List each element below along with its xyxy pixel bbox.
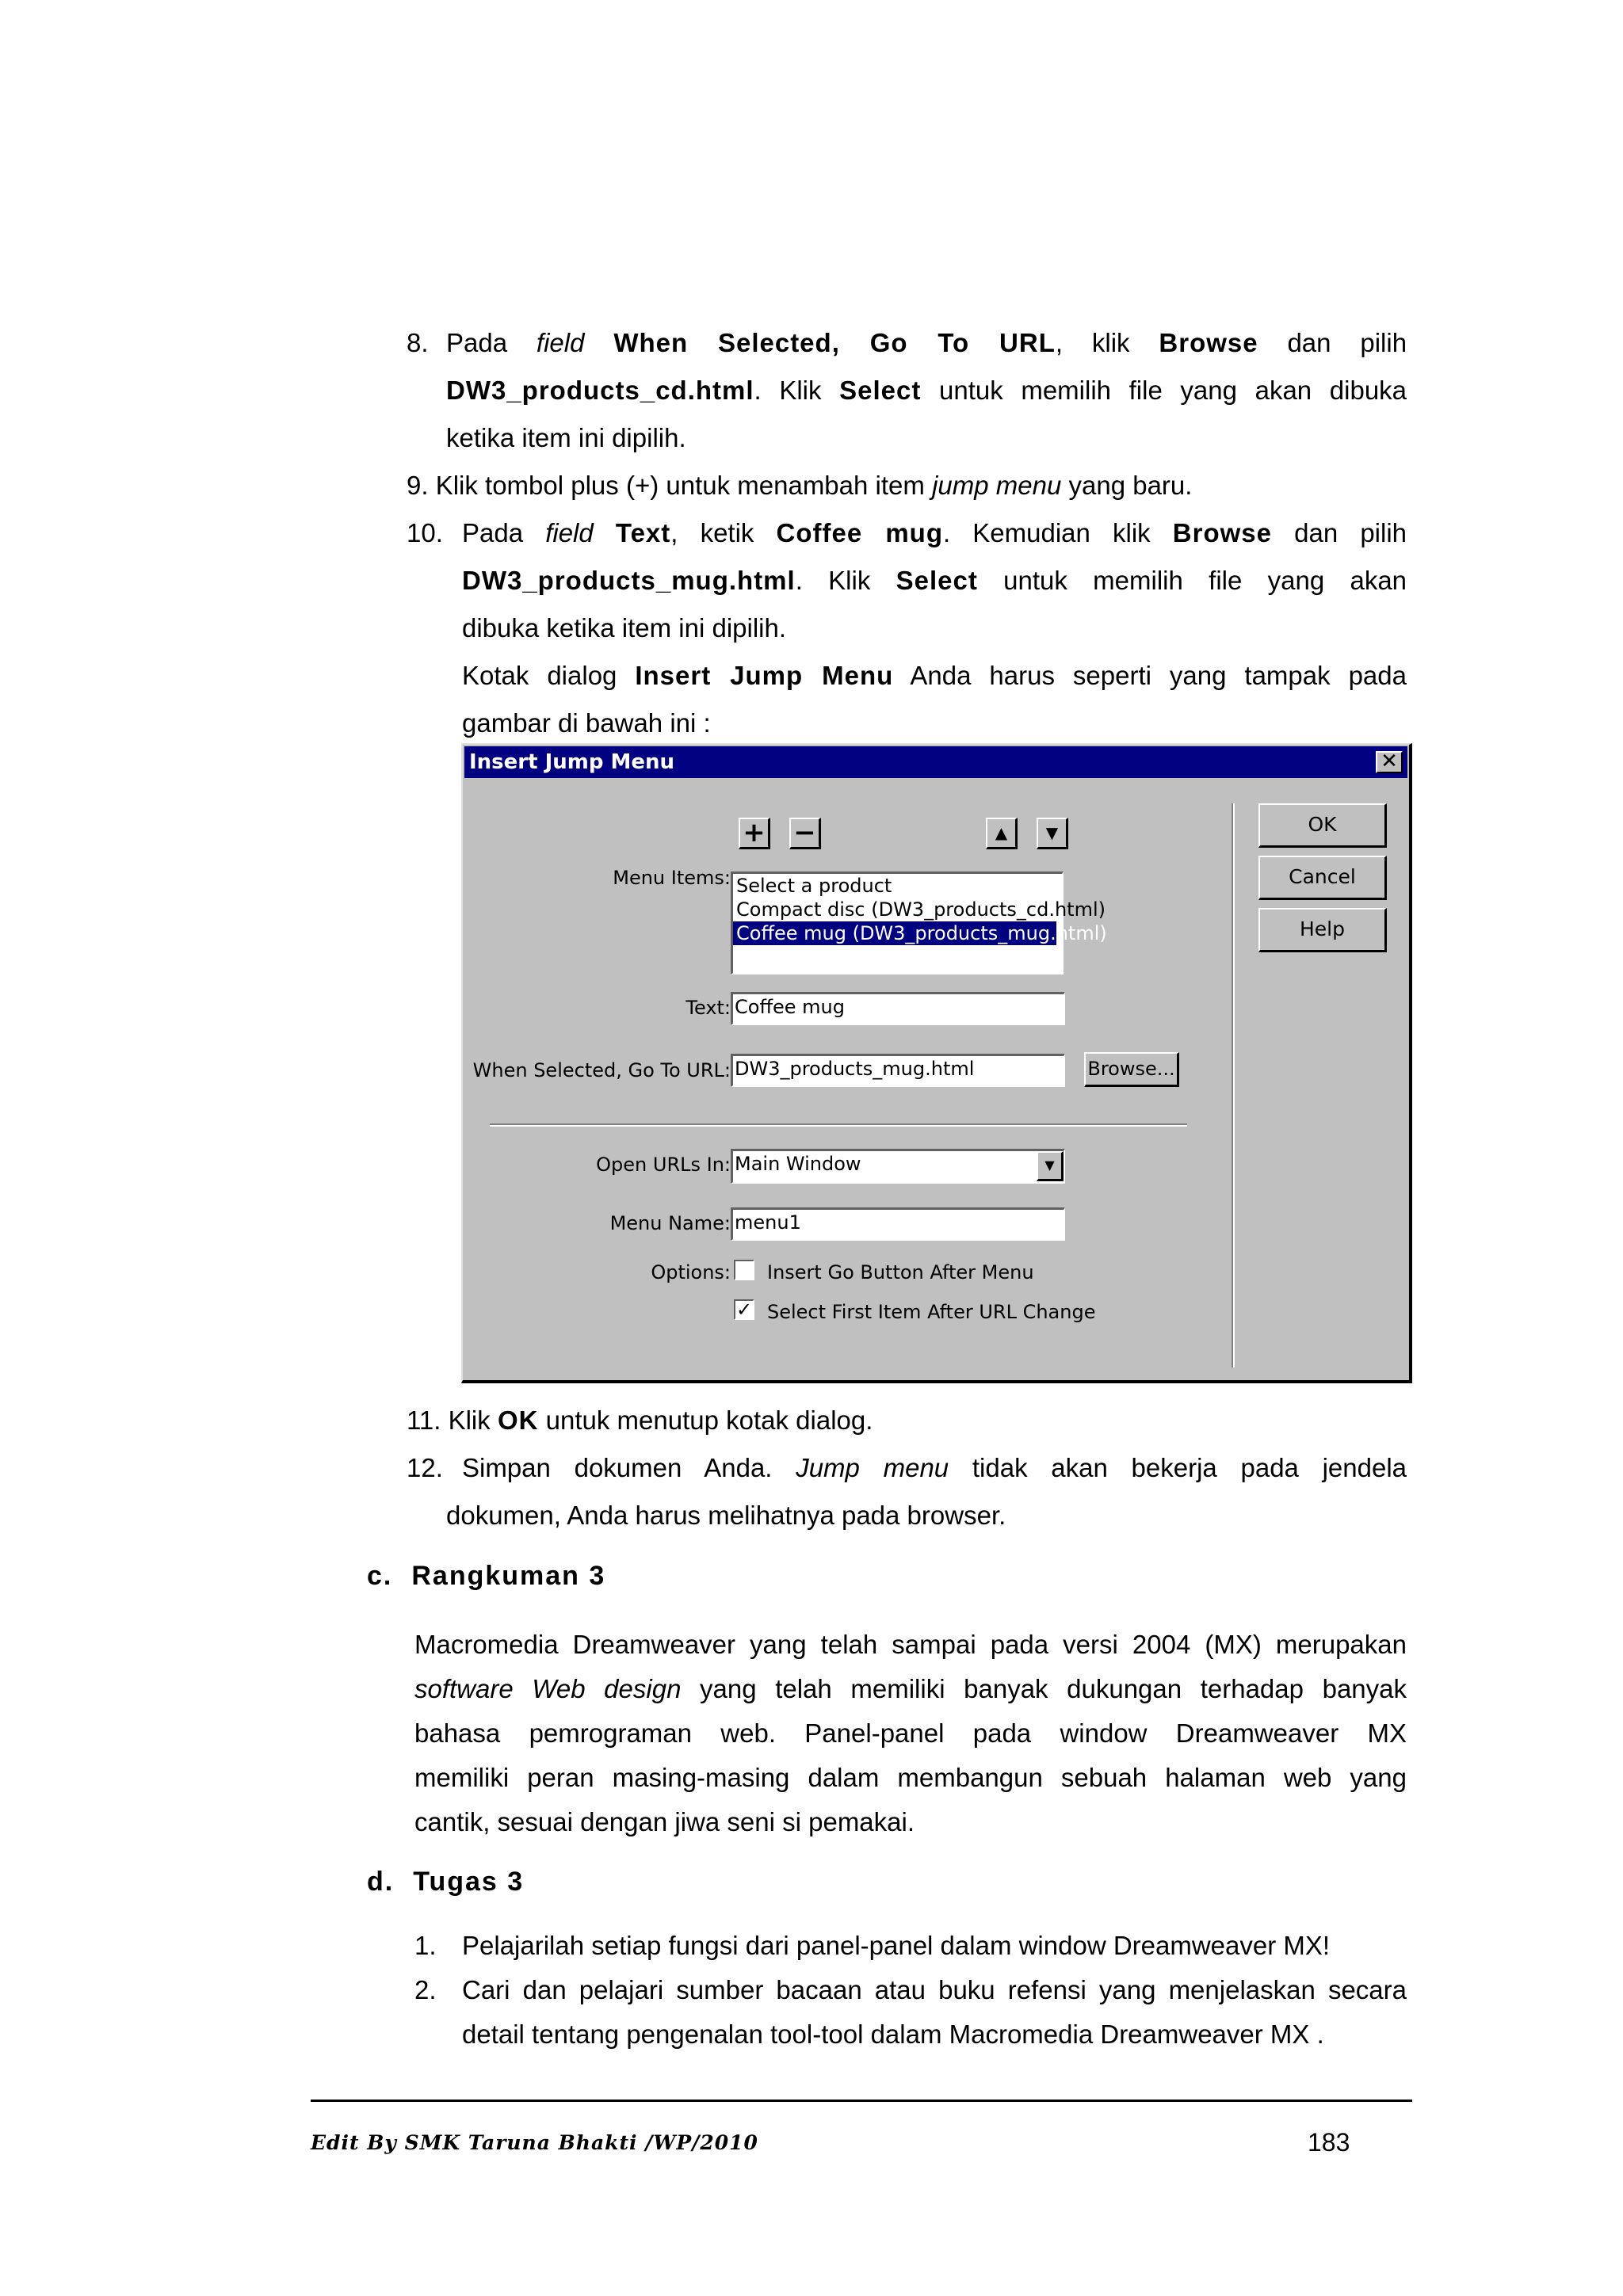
list-item[interactable]: Select a product: [736, 875, 892, 897]
footer-rule: [311, 2100, 1412, 2102]
menu-name-label: Menu Name:: [609, 1212, 731, 1234]
menu-name-input[interactable]: menu1: [731, 1207, 1065, 1241]
insert-go-label: Insert Go Button After Menu: [767, 1261, 1034, 1283]
remove-item-button[interactable]: −: [789, 818, 821, 849]
select-first-label: Select First Item After URL Change: [767, 1301, 1096, 1323]
menu-items-list[interactable]: [731, 871, 1107, 974]
cancel-button[interactable]: Cancel: [1258, 856, 1387, 900]
url-input[interactable]: DW3_products_mug.html: [731, 1054, 1065, 1087]
open-urls-select[interactable]: [731, 1149, 1065, 1184]
list-item-selected[interactable]: Coffee mug (DW3_products_mug.html): [733, 921, 1056, 945]
vertical-divider: [1232, 803, 1235, 1367]
browse-button[interactable]: Browse...: [1084, 1052, 1179, 1087]
task-1: Pelajarilah setiap fungsi dari panel-panel dalam window Dreamweaver MX!: [462, 1931, 1331, 1960]
step-8-line3: ketika item ini dipilih.: [446, 423, 686, 452]
step-8-num: 8.: [407, 328, 429, 357]
dialog-intro-line1: Kotak dialog Insert Jump Menu Anda harus seperti yang tampak pada: [462, 661, 1407, 690]
list-item[interactable]: Compact disc (DW3_products_cd.html): [736, 898, 1106, 921]
step-12-num: 12.: [407, 1453, 443, 1482]
section-c-line4: memiliki peran masing-masing dalam membangun sebuah halaman web yang: [414, 1763, 1407, 1792]
menu-items-label: Menu Items:: [613, 867, 731, 889]
section-d-heading: d. Tugas 3: [367, 1867, 525, 1897]
insert-go-checkbox[interactable]: [734, 1260, 754, 1280]
page-number: 183: [1308, 2128, 1350, 2157]
footer-credit: Edit By SMK Taruna Bhakti /WP/2010: [311, 2131, 758, 2154]
task-2-line2: detail tentang pengenalan tool-tool dalam Macromedia Dreamweaver MX .: [462, 2019, 1324, 2049]
section-c-line2: software Web design yang telah memiliki banyak dukungan terhadap banyak: [414, 1674, 1407, 1703]
section-c-heading: c. Rangkuman 3: [367, 1561, 606, 1591]
step-12-line1: Simpan dokumen Anda. Jump menu tidak akan bekerja pada jendela: [462, 1453, 1407, 1482]
chevron-down-icon[interactable]: ▼: [1037, 1151, 1064, 1181]
step-9: 9. Klik tombol plus (+) untuk menambah item jump menu yang baru.: [407, 471, 1193, 500]
dialog-titlebar: [464, 746, 1407, 778]
ok-button[interactable]: OK: [1258, 803, 1387, 848]
section-c-line3: bahasa pemrograman web. Panel-panel pada window Dreamweaver MX: [414, 1718, 1407, 1748]
select-first-checkbox[interactable]: ✓: [734, 1299, 754, 1320]
options-label: Options:: [651, 1261, 731, 1283]
text-input[interactable]: Coffee mug: [731, 992, 1065, 1025]
help-button[interactable]: Help: [1258, 908, 1387, 952]
step-8-line2: DW3_products_cd.html. Klik Select untuk memilih file yang akan dibuka: [446, 376, 1407, 405]
insert-jump-menu-dialog: [461, 743, 1412, 1383]
step-10-line3: dibuka ketika item ini dipilih.: [462, 613, 787, 643]
close-icon[interactable]: ✕: [1376, 751, 1403, 773]
move-down-button[interactable]: ▼: [1037, 818, 1068, 849]
step-12-line2: dokumen, Anda harus melihatnya pada browser.: [446, 1501, 1006, 1530]
step-10-line1: Pada field Text, ketik Coffee mug. Kemudian klik Browse dan pilih: [462, 518, 1407, 547]
section-c-line1: Macromedia Dreamweaver yang telah sampai pada versi 2004 (MX) merupakan: [414, 1630, 1407, 1659]
step-10-num: 10.: [407, 518, 443, 547]
horizontal-divider: [490, 1123, 1187, 1127]
text-label: Text:: [685, 997, 731, 1019]
open-urls-label: Open URLs In:: [596, 1154, 731, 1176]
move-up-button[interactable]: ▲: [986, 818, 1018, 849]
step-10-line2: DW3_products_mug.html. Klik Select untuk memilih file yang akan: [462, 566, 1407, 595]
task-2-line1: Cari dan pelajari sumber bacaan atau buku refensi yang menjelaskan secara: [462, 1975, 1407, 2004]
open-urls-value: Main Window: [735, 1153, 861, 1175]
step-8-line1: Pada field When Selected, Go To URL, klik Browse dan pilih: [446, 328, 1407, 357]
url-label: When Selected, Go To URL:: [472, 1059, 731, 1081]
step-11: 11. Klik OK untuk menutup kotak dialog.: [407, 1405, 873, 1435]
task-1-num: 1.: [414, 1931, 437, 1960]
section-c-line5: cantik, sesuai dengan jiwa seni si pemakai.: [414, 1807, 915, 1836]
task-2-num: 2.: [414, 1975, 437, 2004]
dialog-intro-line2: gambar di bawah ini :: [462, 708, 711, 738]
dialog-title: Insert Jump Menu: [469, 750, 675, 774]
add-item-button[interactable]: +: [739, 818, 770, 849]
